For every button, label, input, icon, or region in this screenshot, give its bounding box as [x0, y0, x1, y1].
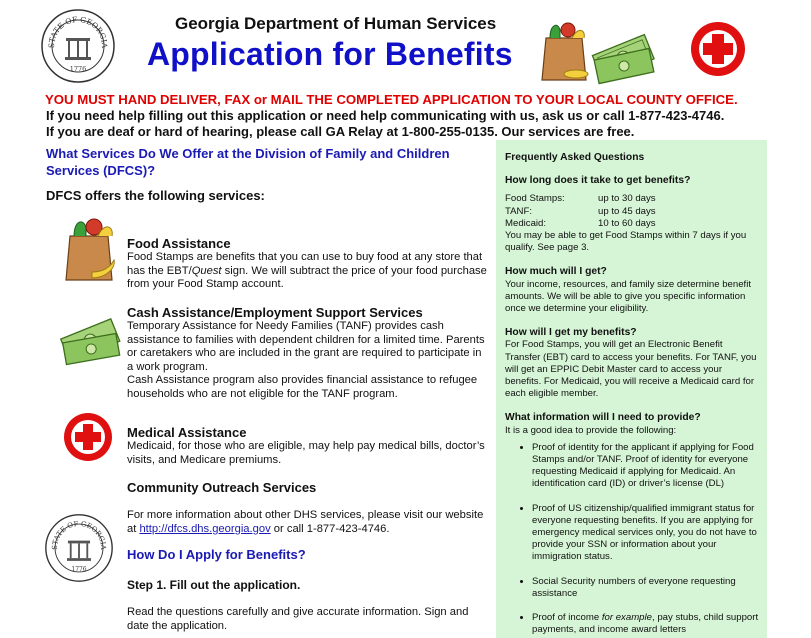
help-notice: If you need help filling out this application or need help communicating with us, ask us or call 1-877-423-4746. [46, 108, 725, 123]
dfcs-website-link[interactable]: http://dfcs.dhs.georgia.gov [139, 522, 271, 535]
medical-assistance-title: Medical Assistance [127, 425, 247, 440]
faq-question-documents: What information will I need to provide? [505, 412, 701, 424]
faq-question-amount: How much will I get? [505, 266, 607, 278]
faq-question-delivery: How will I get my benefits? [505, 327, 637, 339]
cash-money-icon [58, 314, 124, 370]
services-intro-heading: DFCS offers the following services: [46, 188, 265, 203]
time-row-food-stamps: Food Stamps: up to 30 days [505, 193, 656, 205]
money-icon [590, 30, 658, 88]
time-row-medicaid: Medicaid: 10 to 60 days [505, 217, 656, 229]
food-bag-icon [62, 212, 120, 282]
community-outreach-text: For more information about other DHS services, please visit our website at http://dfcs.dhs.georgia.gov or call 1-877-423-4746. [127, 509, 484, 535]
services-question-heading: What Services Do We Offer at the Division of Family and Children Services (DFCS)? [46, 146, 450, 178]
cash-assistance-text: Temporary Assistance for Needy Families (TANF) provides cash assistance to families with dependent children for a limited time. Parents or caretakers who are included in the grant are required to participate in a work program. [127, 320, 485, 373]
document-list [505, 442, 759, 637]
refugee-assistance-text: Cash Assistance program also provides financial assistance to refugee households who are not eligible for the TANF program. [127, 374, 478, 400]
list-item: • Proof of identity for the applicant if applying for Food Stamps and/or TANF. Proof of identity for everyone requesting Medicaid if applying for Medicaid. An identification card (ID) or driver’s license (DL) [532, 442, 759, 491]
list-item: • Social Security numbers of everyone requesting assistance [532, 576, 759, 600]
page-title: Application for Benefits [147, 36, 513, 72]
seal-text-bottom: STATE OF GEORGIA [50, 519, 108, 550]
apply-heading: How Do I Apply for Benefits? [127, 547, 306, 562]
faq-answer-amount: Your income, resources, and family size determine benefit amounts. We will be able to give you specific information once we determine your eligibility. [505, 278, 752, 315]
medical-cross-icon [689, 20, 747, 78]
grocery-bag-icon [538, 16, 590, 82]
seal-text: STATE OF GEORGIA [46, 14, 110, 49]
step1-text: Read the questions carefully and give accurate information. Sign and date the application. [127, 606, 469, 632]
faq-answer-delivery: For Food Stamps, you will get an Electronic Benefit Transfer (EBT) card to access your benefits. For TANF, you will get an EPPIC Debit Master card to access your benefits. For Medicaid, you will receive a Medicaid card for each eligible member. [505, 339, 757, 400]
georgia-seal-icon [40, 8, 116, 84]
faq-title: Frequently Asked Questions [505, 152, 645, 163]
faq-answer-timing: You may be able to get Food Stamps within 7 days if you qualify. See page 3. [505, 230, 747, 254]
deaf-notice: If you are deaf or hard of hearing, please call GA Relay at 1-800-255-0135. Our services are free. [46, 124, 635, 139]
georgia-seal-bottom-icon [44, 513, 114, 583]
medical-assistance-text: Medicaid, for those who are eligible, may help pay medical bills, doctor’s visits, and Medicare premiums. [127, 440, 485, 466]
food-assistance-text: Food Stamps are benefits that you can use to buy food at any store that has the EBT/Quest sign. We will subtract the price of your food purchase from your Food Stamp account. [127, 251, 487, 291]
seal-year-bottom: 1776 [71, 566, 87, 574]
faq-question-timing: How long does it take to get benefits? [505, 175, 691, 187]
list-item: • Proof of US citizenship/qualified immigrant status for everyone requesting benefits. If you are applying for emergency medical services only, you do not have to provide your SSN or information about your immigration status. [532, 503, 759, 564]
time-row-tanf: TANF: up to 45 days [505, 205, 656, 217]
list-item: • Proof of income for example, pay stubs, child support payments, and income award letters [532, 612, 759, 636]
faq-panel [496, 140, 767, 638]
community-outreach-title: Community Outreach Services [127, 480, 317, 495]
medical-assistance-cross-icon [62, 411, 114, 463]
food-assistance-title: Food Assistance [127, 236, 231, 251]
faq-answer-documents: It is a good idea to provide the following: [505, 424, 677, 436]
delivery-notice: YOU MUST HAND DELIVER, FAX or MAIL THE COMPLETED APPLICATION TO YOUR LOCAL COUNTY OFFICE. [45, 92, 738, 107]
seal-year: 1776 [69, 65, 87, 73]
cash-assistance-title: Cash Assistance/Employment Support Services [127, 305, 423, 320]
department-name: Georgia Department of Human Services [175, 14, 497, 33]
step1-heading: Step 1. Fill out the application. [127, 578, 301, 592]
